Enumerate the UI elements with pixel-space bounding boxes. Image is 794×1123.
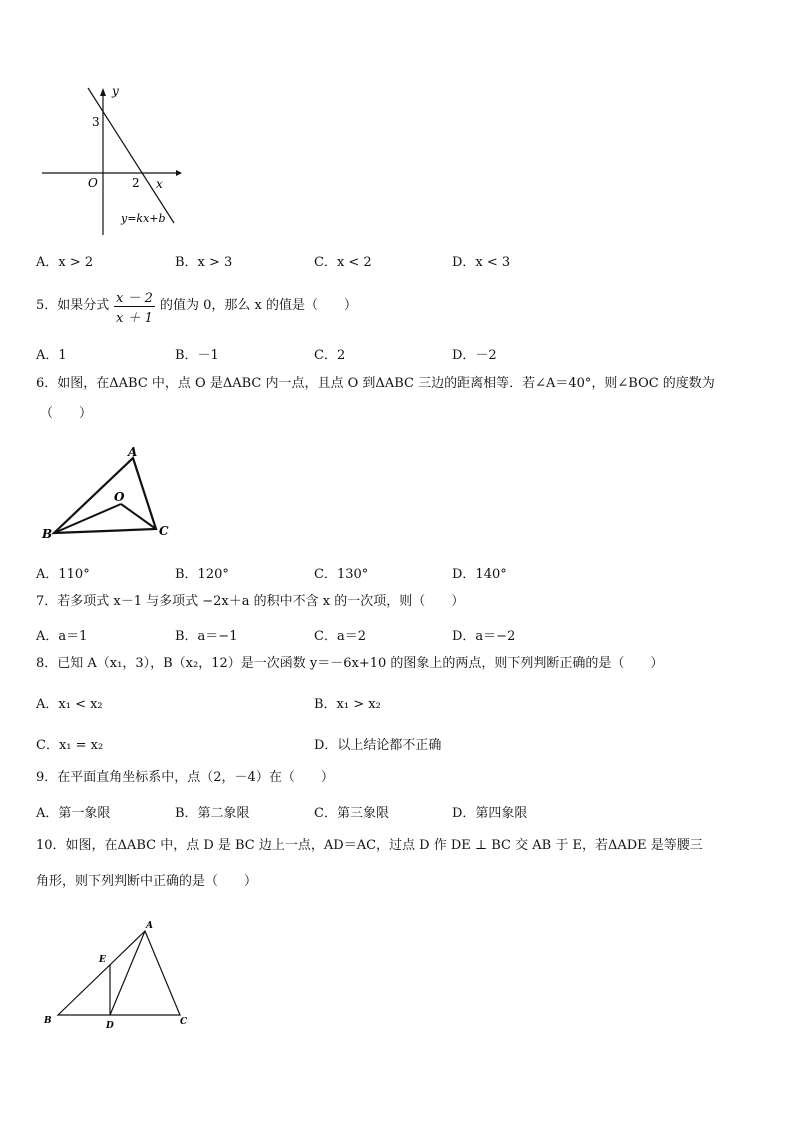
x-axis-label: x bbox=[156, 177, 163, 191]
y-axis-arrow bbox=[100, 88, 106, 96]
equation-label: y=kx+b bbox=[121, 212, 166, 225]
q8-option-d[interactable]: D．以上结论都不正确 bbox=[314, 738, 442, 753]
q6-option-d[interactable]: D．140° bbox=[452, 567, 507, 582]
q6-question-line1: 6．如图，在ΔABC 中，点 O 是ΔABC 内一点，且点 O 到ΔABC 三边的距离相等．若∠A＝40°，则∠BOC 的度数为 bbox=[36, 376, 715, 391]
q5-option-d[interactable]: D．－2 bbox=[452, 348, 497, 363]
vertex-a-label: A bbox=[146, 921, 153, 931]
q5-denominator: x ＋ 1 bbox=[116, 311, 153, 326]
q6-option-a[interactable]: A．110° bbox=[36, 567, 90, 582]
triangle-abc-figure bbox=[38, 440, 178, 544]
q6-option-c[interactable]: C．130° bbox=[314, 567, 369, 582]
vertex-c-label: C bbox=[180, 1017, 188, 1027]
q7-question: 7．若多项式 x－1 与多项式 −2x＋a 的积中不含 x 的一次项，则（ ） bbox=[36, 594, 465, 609]
q9-option-a[interactable]: A．第一象限 bbox=[36, 806, 111, 821]
linear-function-graph bbox=[36, 80, 186, 240]
q7-option-d[interactable]: D．a＝−2 bbox=[452, 629, 516, 644]
q9-option-b[interactable]: B．第二象限 bbox=[175, 806, 250, 821]
triangle-abc bbox=[54, 458, 156, 533]
q4-option-c[interactable]: C．x < 2 bbox=[314, 255, 372, 270]
x-intercept-label: 2 bbox=[132, 176, 140, 190]
q5-option-b[interactable]: B．－1 bbox=[175, 348, 219, 363]
origin-label: O bbox=[88, 176, 98, 190]
q8-option-c[interactable]: C．x₁ = x₂ bbox=[36, 738, 104, 753]
x-axis-arrow bbox=[176, 170, 182, 176]
q7-option-a[interactable]: A．a＝1 bbox=[36, 629, 88, 644]
q7-option-c[interactable]: C．a＝2 bbox=[314, 629, 366, 644]
q5-numerator: x － 2 bbox=[114, 287, 155, 307]
y-intercept-label: 3 bbox=[92, 115, 100, 129]
point-e-label: E bbox=[99, 955, 106, 965]
q9-option-c[interactable]: C．第三象限 bbox=[314, 806, 389, 821]
function-line bbox=[88, 88, 174, 223]
q5-option-c[interactable]: C．2 bbox=[314, 348, 346, 363]
q4-option-a[interactable]: A．x > 2 bbox=[36, 255, 94, 270]
triangle-abc-de-figure bbox=[40, 918, 200, 1032]
q4-option-d[interactable]: D．x < 3 bbox=[452, 255, 511, 270]
q10-question-line1: 10．如图，在ΔABC 中，点 D 是 BC 边上一点，AD＝AC，过点 D 作 DE ⊥ BC 交 AB 于 E，若ΔADE 是等腰三 bbox=[36, 838, 703, 853]
q5-suffix: 的值为 0，那么 x 的值是（ ） bbox=[160, 298, 357, 313]
q8-option-b[interactable]: B．x₁ > x₂ bbox=[314, 697, 381, 712]
triangle-abc bbox=[58, 931, 180, 1015]
segment-ad bbox=[110, 931, 145, 1015]
q5-option-a[interactable]: A．1 bbox=[36, 348, 67, 363]
q6-option-b[interactable]: B．120° bbox=[175, 567, 229, 582]
q9-option-d[interactable]: D．第四象限 bbox=[452, 806, 528, 821]
segment-oc bbox=[121, 504, 156, 529]
point-d-label: D bbox=[106, 1021, 114, 1031]
segment-bo bbox=[54, 504, 121, 533]
point-o-label: O bbox=[114, 490, 125, 504]
vertex-c-label: C bbox=[159, 524, 169, 538]
q8-question: 8．已知 A（x₁，3），B（x₂，12）是一次函数 y＝－6x+10 的图象上的两点，则下列判断正确的是（ ） bbox=[36, 656, 664, 671]
q5-fraction bbox=[114, 287, 155, 326]
q4-option-b[interactable]: B．x > 3 bbox=[175, 255, 233, 270]
q5-prefix: 5．如果分式 bbox=[36, 298, 110, 313]
vertex-b-label: B bbox=[42, 527, 53, 541]
q9-question: 9．在平面直角坐标系中，点（2，－4）在（ ） bbox=[36, 770, 334, 785]
q7-option-b[interactable]: B．a＝−1 bbox=[175, 629, 238, 644]
vertex-b-label: B bbox=[44, 1016, 52, 1026]
y-axis-label: y bbox=[112, 84, 119, 98]
q8-option-a[interactable]: A．x₁ < x₂ bbox=[36, 697, 103, 712]
q6-question-line2: （ ） bbox=[40, 406, 93, 421]
vertex-a-label: A bbox=[128, 445, 138, 459]
q10-question-line2: 角形，则下列判断中正确的是（ ） bbox=[36, 874, 258, 889]
